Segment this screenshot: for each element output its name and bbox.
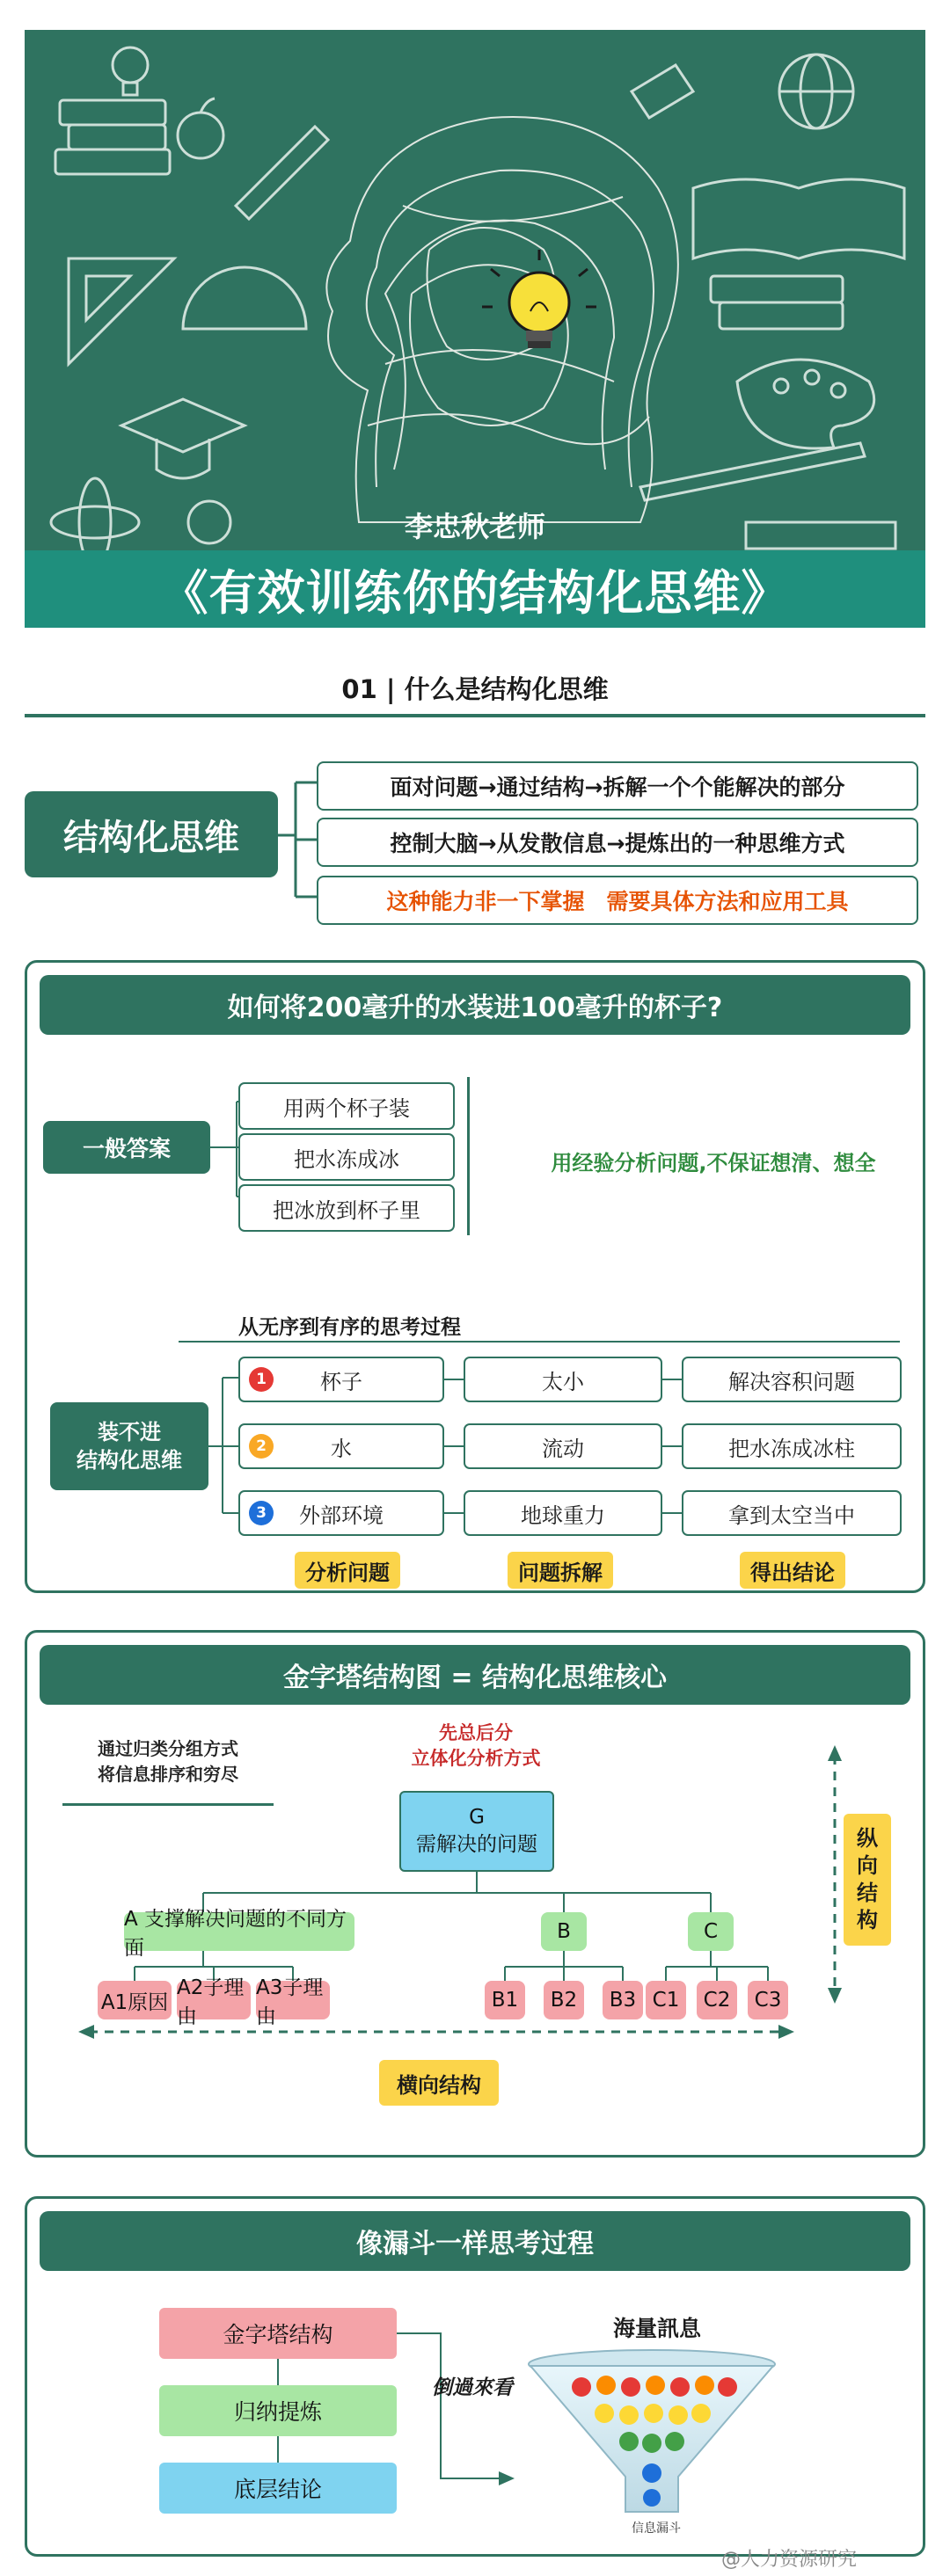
row-number-3: 3 [249, 1501, 274, 1525]
section-divider [25, 714, 925, 717]
funnel-icon [520, 2345, 784, 2538]
pyramid-level3-item: A3子理由 [256, 1981, 330, 2019]
definition-item: 控制大脑→从发散信息→提炼出的一种思维方式 [317, 818, 918, 867]
pyramid-level3-item: A2子理由 [177, 1981, 251, 2019]
funnel-title: 海量訊息 [612, 2316, 701, 2341]
banner-title: 《有效训练你的结构化思维》 [160, 564, 790, 621]
section-title: 01 | 什么是结构化思维 [341, 674, 609, 704]
reverse-label: 倒過來看 [432, 2376, 513, 2399]
row-col2: 流动 [464, 1423, 662, 1469]
card-header: 如何将200毫升的水装进100毫升的杯子? [40, 975, 910, 1035]
row-col3: 解决容积问题 [682, 1357, 902, 1402]
tag-conclude: 得出结论 [740, 1552, 845, 1589]
banner-title-bar [25, 550, 925, 628]
funnel-step-1: 金字塔结构 [159, 2308, 397, 2359]
pyramid-red-note: 先总后分 立体化分析方式 [411, 1722, 541, 1770]
funnel-step-3: 底层结论 [159, 2463, 397, 2514]
vertical-structure-label: 纵 向 结 构 [844, 1814, 891, 1946]
pyramid-level3-item: B3 [603, 1981, 643, 2019]
process-top-line [179, 1341, 900, 1343]
card-header: 像漏斗一样思考过程 [40, 2211, 910, 2271]
divider [467, 1077, 470, 1235]
pyramid-level3-item: B1 [485, 1981, 525, 2019]
funnel-step-2: 归纳提炼 [159, 2385, 397, 2436]
banner [25, 30, 925, 628]
pyramid-level3-item: B2 [544, 1981, 584, 2019]
row-col1-text: 杯子 [320, 1369, 362, 1394]
pyramid-left-note: 通过归类分组方式 将信息排序和穷尽 [98, 1738, 238, 1785]
pyramid-top: G 需解决的问题 [399, 1791, 554, 1872]
bracket-connector [278, 756, 322, 923]
row-col3: 拿到太空当中 [682, 1490, 902, 1536]
tag-analyze: 分析问题 [295, 1552, 400, 1589]
card-header: 金字塔结构图 = 结构化思维核心 [40, 1645, 910, 1705]
general-answer-item: 把水冻成冰 [238, 1133, 455, 1181]
row-col3: 把水冻成冰柱 [682, 1423, 902, 1469]
pyramid-level3-item: A1原因 [98, 1981, 172, 2019]
watermark: @人力资源研究 [721, 2549, 858, 2571]
row-col2: 地球重力 [464, 1490, 662, 1536]
card-funnel [25, 2196, 925, 2557]
definition-item-highlight: 这种能力非一下掌握 需要具体方法和应用工具 [317, 876, 918, 925]
concept-box: 结构化思维 [25, 791, 278, 877]
row-connectors [444, 1372, 682, 1522]
pyramid-level2-b: B [541, 1912, 587, 1951]
horizontal-structure-label: 横向结构 [379, 2060, 499, 2106]
general-answer-item: 把冰放到杯子里 [238, 1184, 455, 1232]
row-col2: 太小 [464, 1357, 662, 1402]
definition-item: 面对问题→通过结构→拆解一个个能解决的部分 [317, 761, 918, 811]
pyramid-level2-c: C [688, 1912, 734, 1951]
row-number-1: 1 [249, 1367, 274, 1392]
general-answer-label: 一般答案 [43, 1121, 210, 1174]
card-pyramid [25, 1630, 925, 2158]
pyramid-level3-item: C2 [697, 1981, 737, 2019]
pyramid-level3-item: C3 [748, 1981, 788, 2019]
general-note: 用经验分析问题,不保证想清、想全 [551, 1151, 876, 1175]
tag-decompose: 问题拆解 [508, 1552, 613, 1589]
teacher-name: 李忠秋老师 [404, 510, 545, 543]
pyramid-level2-a: A 支撑解决问题的不同方面 [124, 1912, 354, 1951]
row-col1-text: 水 [331, 1436, 352, 1461]
funnel-caption: 信息漏斗 [632, 2521, 681, 2536]
lightbulb-icon [482, 250, 596, 348]
row-col1-text: 外部环境 [299, 1503, 384, 1528]
row-number-2: 2 [249, 1434, 274, 1459]
structured-thinking-label: 装不进 结构化思维 [50, 1402, 208, 1490]
card-cup-problem [25, 960, 925, 1593]
process-title: 从无序到有序的思考过程 [238, 1316, 461, 1339]
pyramid-level3-item: C1 [646, 1981, 686, 2019]
general-answer-item: 用两个杯子装 [238, 1082, 455, 1130]
